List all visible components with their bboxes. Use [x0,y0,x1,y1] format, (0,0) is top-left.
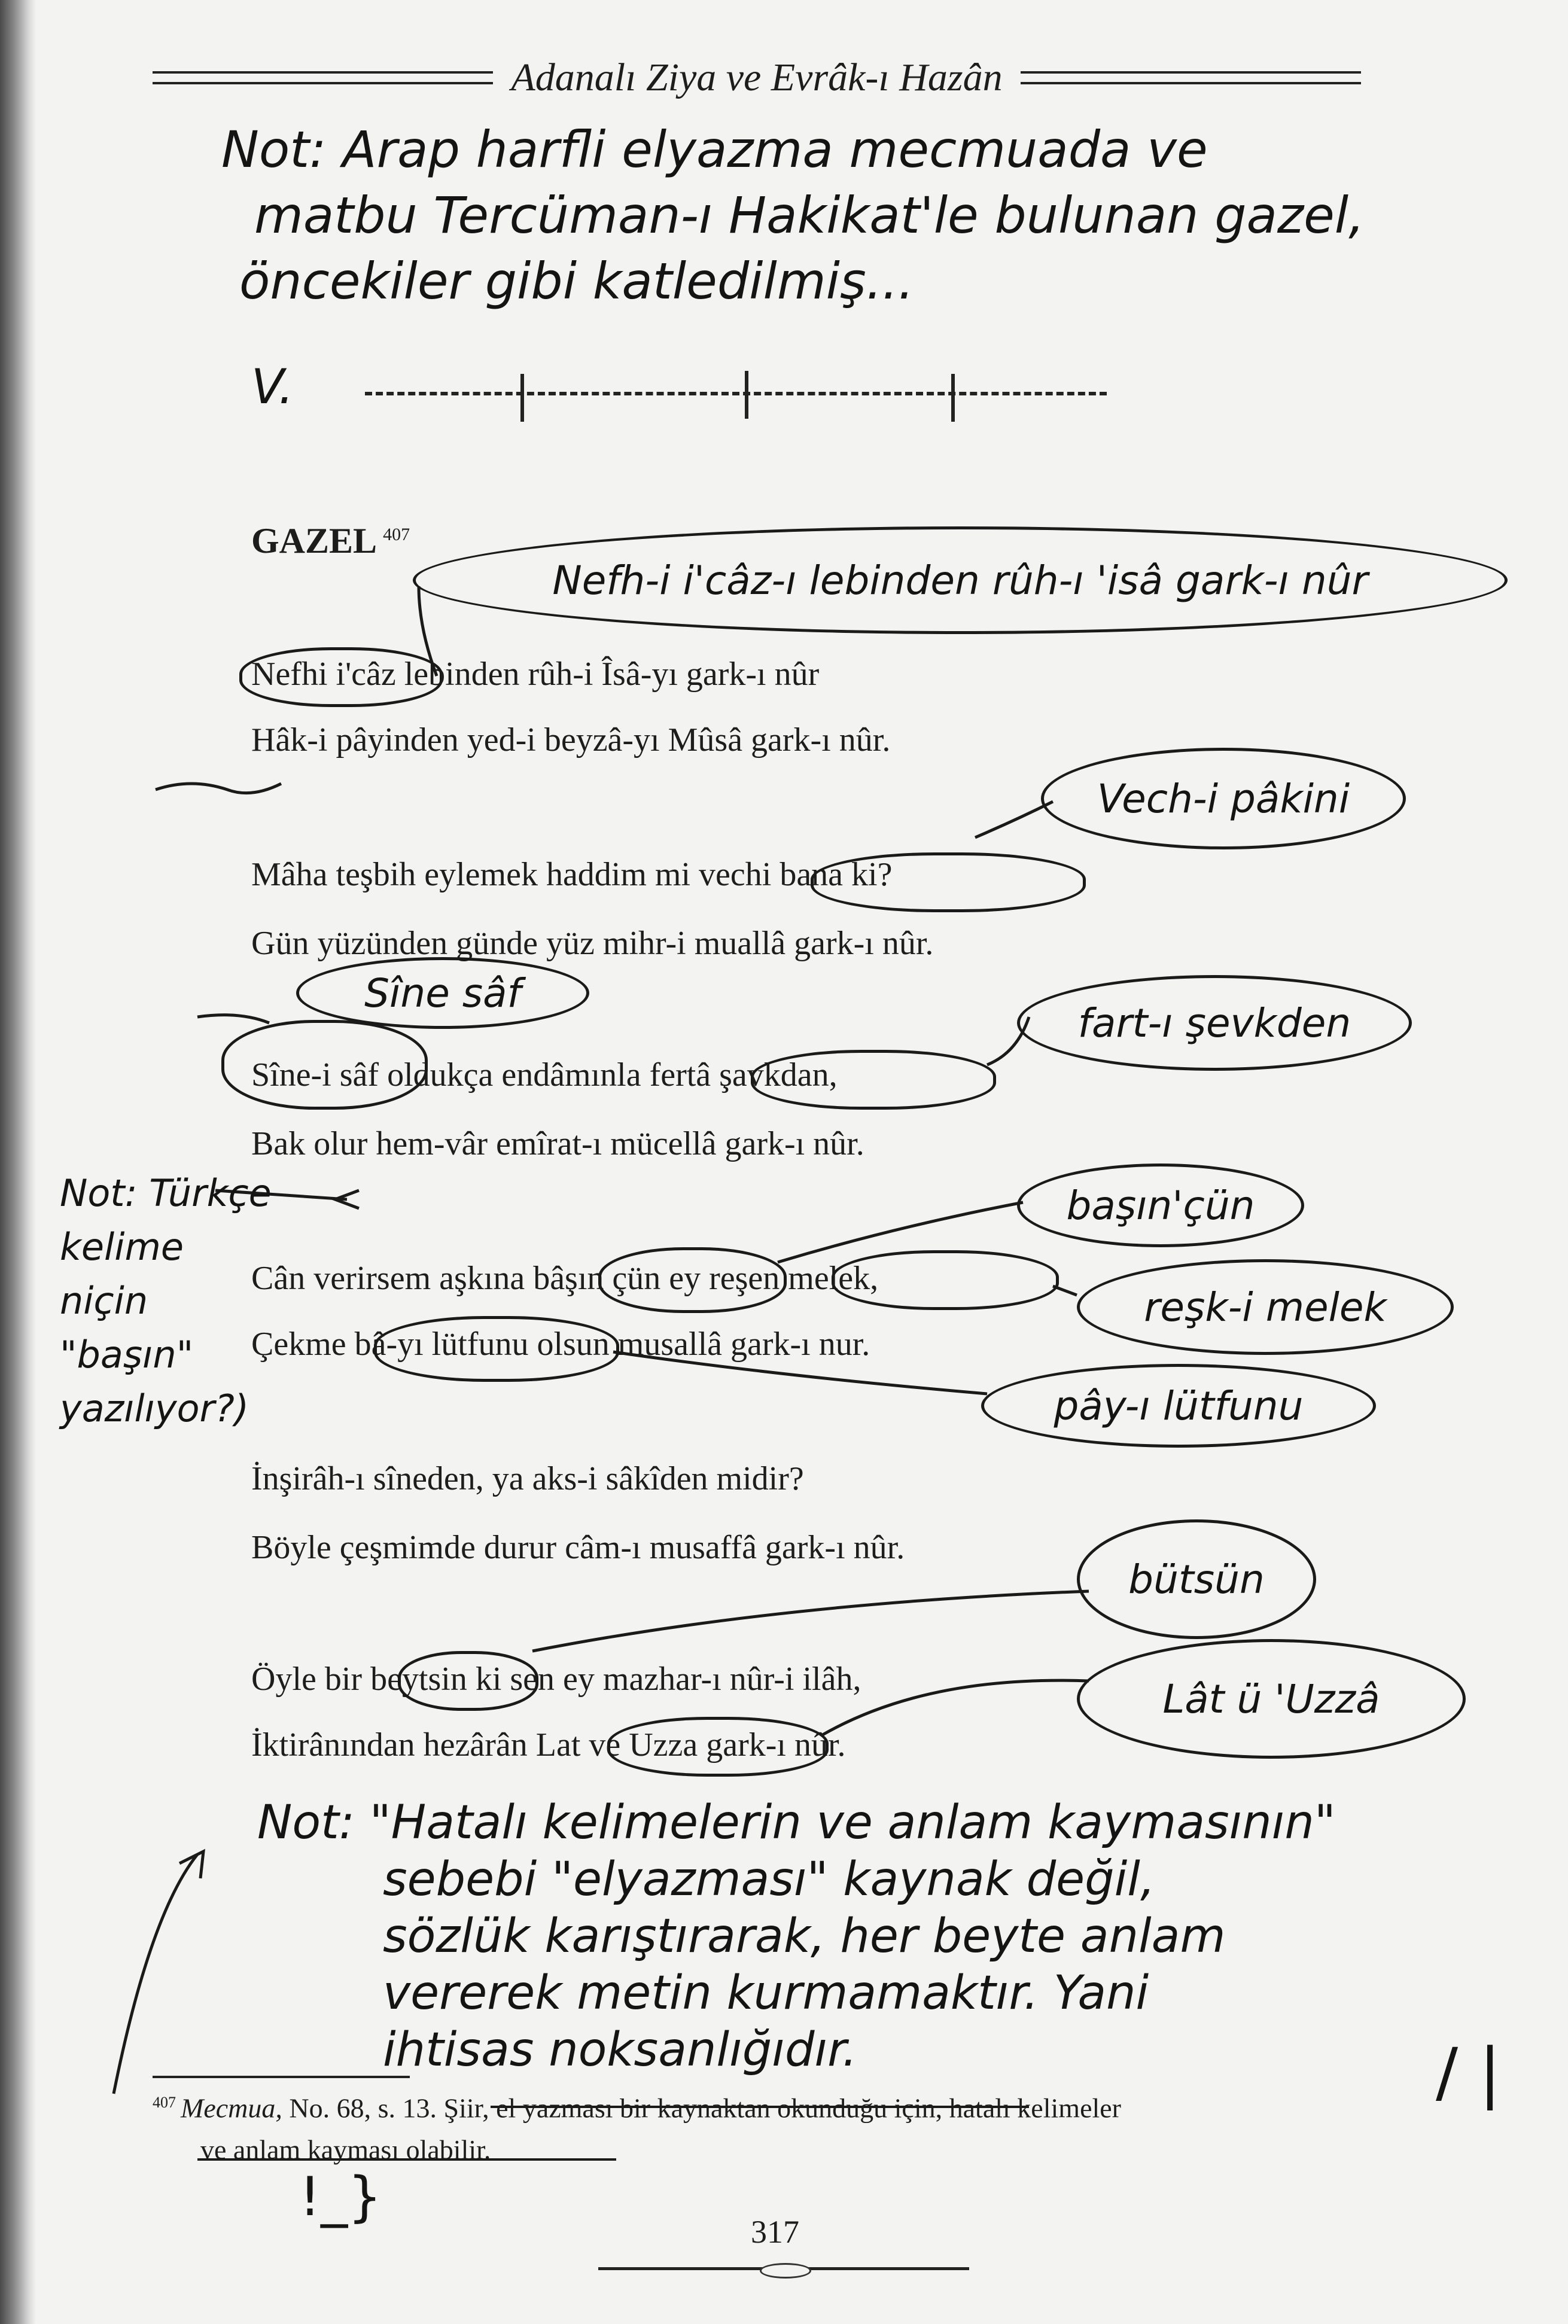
verse-line: Öyle bir beytsin ki sen ey mazhar-ı nûr-i ilâh, [251,1661,861,1698]
footnote-line [153,2082,1439,2129]
handwritten-note-bottom [257,1795,1336,2079]
note-left-line: "başın" [60,1333,194,1376]
bottom-ornament [598,2267,969,2282]
footnote [153,2082,1439,2171]
note-bottom-line: sözlük karıştırarak, her beyte anlam [383,1909,1226,1963]
footnote-number: 407 [153,2094,176,2111]
note-top-line: öncekiler gibi katledilmiş... [239,252,914,310]
verse-line: Çekme bâ-yı lütfunu olsun musallâ gark-ı nur. [251,1326,870,1363]
note-bottom-line: ihtisas noksanlığıdır. [383,2023,857,2077]
ornament-flourish [760,2263,811,2279]
footnote-text: No. 68, s. 13. Şiir, el yazması bir kaynaktan okunduğu için, hatalı kelimeler [289,2092,1121,2124]
squiggle-mark [197,1015,269,1023]
verse-line: İnşirâh-ı sîneden, ya aks-i sâkîden midir? [251,1460,804,1497]
margin-marks: !_} [299,2165,382,2228]
verse-line: İktirânından hezârân Lat ve Uzza gark-ı nûr. [251,1726,846,1763]
meter-label: V. [251,359,294,415]
footnote-ref: 407 [383,525,410,544]
connector-line [419,586,437,676]
connector-line [778,1202,1023,1262]
margin-marks: / | [1436,2034,1502,2110]
correction-bubble: Vech-i pâkini [1041,748,1406,849]
handwritten-note-left [60,1166,272,1436]
note-left-line: niçin [60,1279,148,1323]
connector-line [1053,1286,1077,1295]
note-left-line: Not: Türkçe [60,1171,272,1215]
verse-line: Mâha teşbih eylemek haddim mi vechi bana ki? [251,856,893,893]
verse-line: Hâk-i pâyinden yed-i beyzâ-yı Mûsâ gark-ı nûr. [251,721,891,759]
header-title: Adanalı Ziya ve Evrâk-ı Hazân [511,56,1003,99]
arrow-line [114,1854,197,2094]
verse-line: Cân verirsem aşkına bâşın çün ey reşen melek, [251,1260,879,1297]
correction-bubble: Lât ü 'Uzzâ [1077,1639,1466,1759]
note-top-line: Not: Arap harfli elyazma mecmuada ve [221,120,1208,179]
note-bottom-line: sebebi "elyazması" kaynak değil, [383,1853,1155,1906]
verse-line: Bak olur hem-vâr emîrat-ı mücellâ gark-ı nûr. [251,1125,864,1162]
verse-line: Sîne-i sâf oldukça endâmınla fertâ şavkdan, [251,1056,838,1094]
verse-line: Gün yüzünden günde yüz mihr-i muallâ gark-ı nûr. [251,925,934,962]
footnote-source: Mecmua, [181,2092,282,2124]
note-left-line: yazılıyor?) [60,1387,249,1430]
correction-bubble: Nefh-i i'câz-ı lebinden rûh-ı 'isâ gark-ı nûr [413,526,1508,634]
page-number: 317 [751,2214,799,2250]
correction-bubble: bütsün [1077,1519,1316,1639]
correction-bubble: reşk-i melek [1077,1259,1454,1355]
correction-bubble: başın'çün [1017,1163,1304,1247]
connector-line [532,1591,1089,1651]
connector-line [987,1017,1029,1065]
connector-line [613,1352,987,1394]
gazel-title: GAZEL $^{407}$ [251,521,410,561]
footnote-rule [153,2076,410,2078]
verse-line: Böyle çeşmimde durur câm-ı musaffâ gark-ı nûr. [251,1529,905,1566]
footnote-line: ve anlam kayması olabilir. [200,2134,491,2165]
connector-line [975,802,1053,837]
note-top-line: matbu Tercüman-ı Hakikat'le bulunan gazel, [254,186,1365,245]
correction-bubble: Sîne sâf [296,957,589,1029]
note-left-line: kelime [60,1225,184,1269]
squiggle-mark [156,784,281,793]
correction-bubble: pây-ı lütfunu [981,1364,1376,1448]
connector-line [823,1680,1089,1735]
note-bottom-line: Not: "Hatalı kelimelerin ve anlam kaymasının" [257,1796,1336,1850]
correction-bubble: fart-ı şevkden [1017,975,1412,1071]
note-bottom-line: vererek metin kurmamaktır. Yani [383,1966,1149,2020]
verse-line: Nefhi i'câz lebinden rûh-i Îsâ-yı gark-ı nûr [251,656,820,693]
